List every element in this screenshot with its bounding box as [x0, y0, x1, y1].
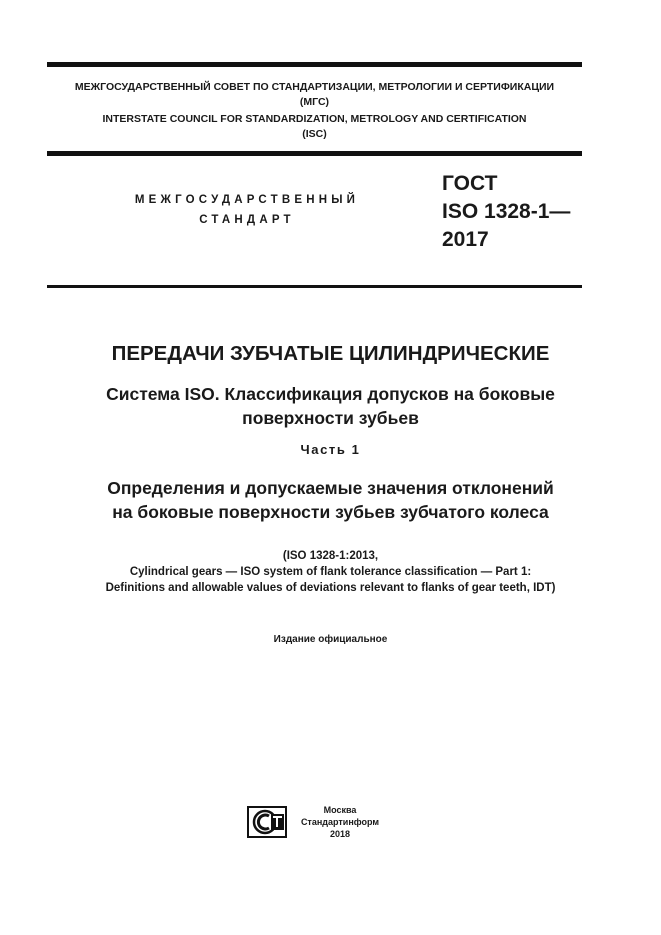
designation-line1: МЕЖГОСУДАРСТВЕННЫЙ [134, 194, 360, 206]
council-en-line2: (ISC) [302, 128, 327, 140]
main-title: ПЕРЕДАЧИ ЗУБЧАТЫЕ ЦИЛИНДРИЧЕСКИЕ [111, 342, 550, 365]
publisher-info [300, 804, 380, 840]
council-en [47, 112, 582, 142]
title-rule [47, 285, 582, 288]
iso-ref-line1: (ISO 1328-1:2013, [282, 550, 379, 562]
subtitle-line1: Система ISO. Классификация допусков на боковые [106, 384, 555, 404]
part-title-line1: Определения и допускаемые значения отклонений [107, 478, 554, 498]
council-ru-line1: МЕЖГОСУДАРСТВЕННЫЙ СОВЕТ ПО СТАНДАРТИЗАЦИИ, МЕТРОЛОГИИ И СЕРТИФИКАЦИИ [74, 81, 555, 93]
publisher-city: Москва [323, 805, 357, 815]
iso-ref-line3: Definitions and allowable values of deviations relevant to flanks of gear teeth, IDT) [105, 582, 556, 594]
iso-ref-line2: Cylindrical gears — ISO system of flank tolerance classification — Part 1: [129, 566, 532, 578]
edition-label: Издание официальное [273, 634, 388, 645]
publisher-name: Стандартинформ [300, 817, 380, 827]
top-rule [47, 62, 582, 67]
designation-line2: СТАНДАРТ [199, 214, 295, 226]
part-title-line2: на боковые поверхности зубьев зубчатого колеса [112, 502, 549, 522]
part-title [30, 476, 631, 524]
council-ru [47, 80, 582, 110]
council-en-line1: INTERSTATE COUNCIL FOR STANDARDIZATION, METROLOGY AND CERTIFICATION [102, 113, 527, 125]
publisher-year: 2018 [329, 829, 351, 839]
standard-designation [112, 190, 382, 230]
subtitle [30, 382, 631, 430]
gost-line1: ГОСТ [442, 172, 498, 195]
gost-line2: ISO 1328-1— [442, 200, 571, 223]
part-label: Часть 1 [300, 442, 361, 457]
iso-reference [30, 548, 631, 596]
gost-line3: 2017 [442, 228, 489, 251]
header-rule [47, 151, 582, 156]
publisher-logo-icon [247, 806, 287, 838]
council-ru-line2: (МГС) [299, 96, 330, 108]
subtitle-line2: поверхности зубьев [242, 408, 419, 428]
gost-number [442, 170, 602, 254]
